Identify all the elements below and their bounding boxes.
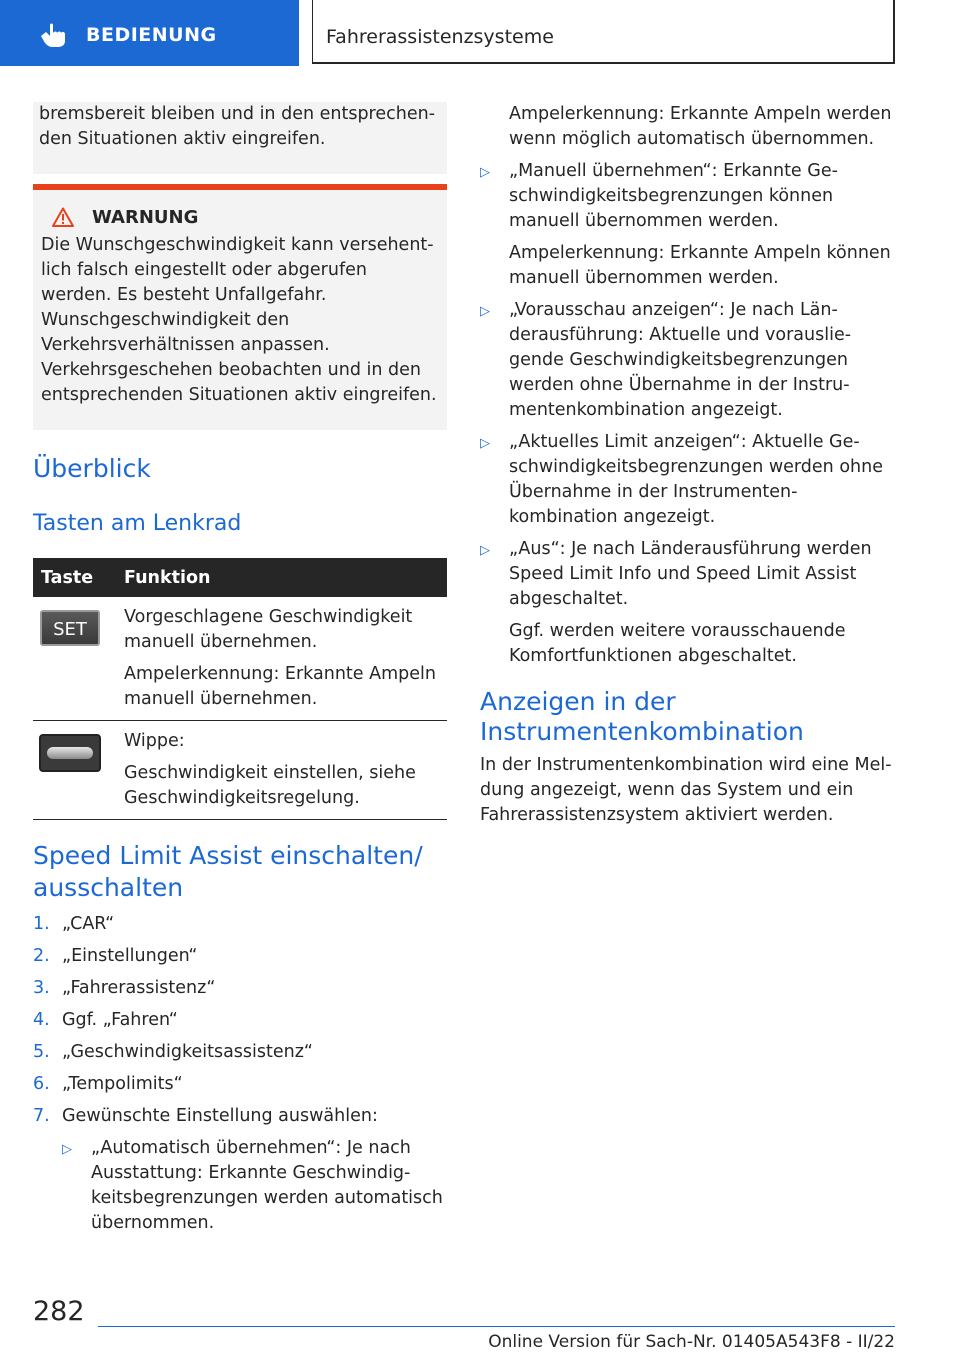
- triangle-right-icon: ▷: [480, 304, 490, 319]
- overview-heading: Überblick: [33, 454, 151, 483]
- list-item: ▷ „Manuell übernehmen“: Erkannte Geschwindigkeitsbegrenzungen können manuell übernommen werden. Ampelerkennung: Erkannte Ampeln können manuell übernommen werden.: [480, 159, 894, 291]
- list-item: 3. „Fahrerassistenz“: [33, 978, 216, 998]
- keys-table: [33, 558, 447, 820]
- display-heading: Anzeigen in der Instrumentenkombination: [480, 687, 804, 746]
- function-cell: [116, 721, 447, 820]
- steps-list: [33, 912, 447, 1129]
- triangle-right-icon: ▷: [62, 1142, 72, 1157]
- list-item: Ampelerkennung: Erkannte Ampeln werden wenn möglich automatisch übernommen.: [509, 104, 892, 149]
- triangle-right-icon: ▷: [480, 165, 490, 180]
- warning-header: [41, 205, 439, 229]
- section-tab: [0, 0, 299, 66]
- section-title: BEDIENUNG: [86, 24, 217, 46]
- keys-subheading: Tasten am Lenkrad: [33, 511, 242, 536]
- function-cell: [116, 597, 447, 721]
- list-item: ▷ „Aktuelles Limit anzeigen“: Aktuelle Geschwindigkeitsbegrenzungen werden ohne Übernahme in der Instrumentenkombination angezeigt.: [480, 430, 894, 530]
- list-item: 1. „CAR“: [33, 914, 115, 934]
- options-list-right: [480, 102, 894, 669]
- page-header: [0, 0, 960, 66]
- hand-pointer-icon: [38, 22, 68, 48]
- key-cell: [33, 597, 116, 721]
- table-row: [33, 721, 447, 820]
- triangle-right-icon: ▷: [480, 543, 490, 558]
- speed-limit-heading: Speed Limit Assist einschalten/ ausschalten: [33, 841, 423, 902]
- online-version-link[interactable]: Online Version für Sach-Nr. 01405A543F8 - II/22: [488, 1332, 895, 1352]
- list-item: ▷ „Aus“: Je nach Länderausführung werden Speed Limit Info und Speed Limit Assist abgeschaltet. Ggf. werden weitere vorausschauende Komfortfunktionen abgeschaltet.: [480, 537, 894, 669]
- footer-divider: [98, 1326, 895, 1327]
- display-text: In der Instrumentenkombination wird eine Meldung angezeigt, wenn das System und ein Fahrerassistenzsystem aktiviert werden.: [480, 755, 892, 825]
- right-column: [480, 102, 894, 828]
- key-cell: [33, 721, 116, 820]
- table-row: [33, 597, 447, 721]
- function-line: Ampelerkennung: Erkannte Ampeln manuell übernehmen.: [124, 664, 436, 709]
- list-item: ▷ „Vorausschau anzeigen“: Je nach Länderausführung: Aktuelle und vorausliegende Geschwindigkeitsbegrenzungen werden ohne Übernahme in der Instrumentenkombination angezeigt.: [480, 298, 894, 423]
- warning-box: [33, 184, 447, 430]
- continuation-text: bremsbereit bleiben und in den entsprechenden Situationen aktiv eingreifen.: [39, 104, 436, 149]
- set-button-icon: SET: [40, 610, 100, 646]
- continuation-box: [33, 102, 447, 174]
- column-header-key: Taste: [33, 558, 116, 597]
- function-line: Vorgeschlagene Geschwindigkeit manuell übernehmen.: [124, 607, 413, 652]
- triangle-right-icon: ▷: [480, 436, 490, 451]
- page-number: 282: [33, 1296, 85, 1327]
- column-header-function: Funktion: [116, 558, 447, 597]
- warning-title: WARNUNG: [92, 206, 199, 228]
- list-item: 2. „Einstellungen“: [33, 946, 198, 966]
- list-item: 4. Ggf. „Fahren“: [33, 1010, 178, 1030]
- list-item: 7. Gewünschte Einstellung auswählen:: [33, 1106, 378, 1126]
- warning-text: Die Wunschgeschwindigkeit kann versehentlich falsch eingestellt oder abgerufen werden. Es besteht Unfallgefahr. Wunschgeschwindigkeit den Verkehrsverhältnissen anpassen. Verkehrsgeschehen beobachten und in den entsprechenden Situationen aktiv eingreifen.: [41, 235, 437, 405]
- rocker-switch-icon: [39, 734, 101, 772]
- list-item: ▷ „Automatisch übernehmen“: Je nach Ausstattung: Erkannte Geschwindigkeitsbegrenzungen werden automatisch übernommen.: [62, 1136, 447, 1236]
- chapter-title: Fahrerassistenzsysteme: [326, 26, 554, 48]
- function-line: Geschwindigkeit einstellen, siehe Geschwindigkeitsregelung.: [124, 763, 416, 808]
- function-line: Wippe:: [124, 731, 185, 751]
- list-item: 6. „Tempolimits“: [33, 1074, 183, 1094]
- chapter-tab: [312, 0, 895, 64]
- list-item: 5. „Geschwindigkeitsassistenz“: [33, 1042, 313, 1062]
- options-list-left: [33, 1136, 447, 1236]
- warning-triangle-icon: [52, 207, 74, 227]
- left-column: [33, 102, 447, 1243]
